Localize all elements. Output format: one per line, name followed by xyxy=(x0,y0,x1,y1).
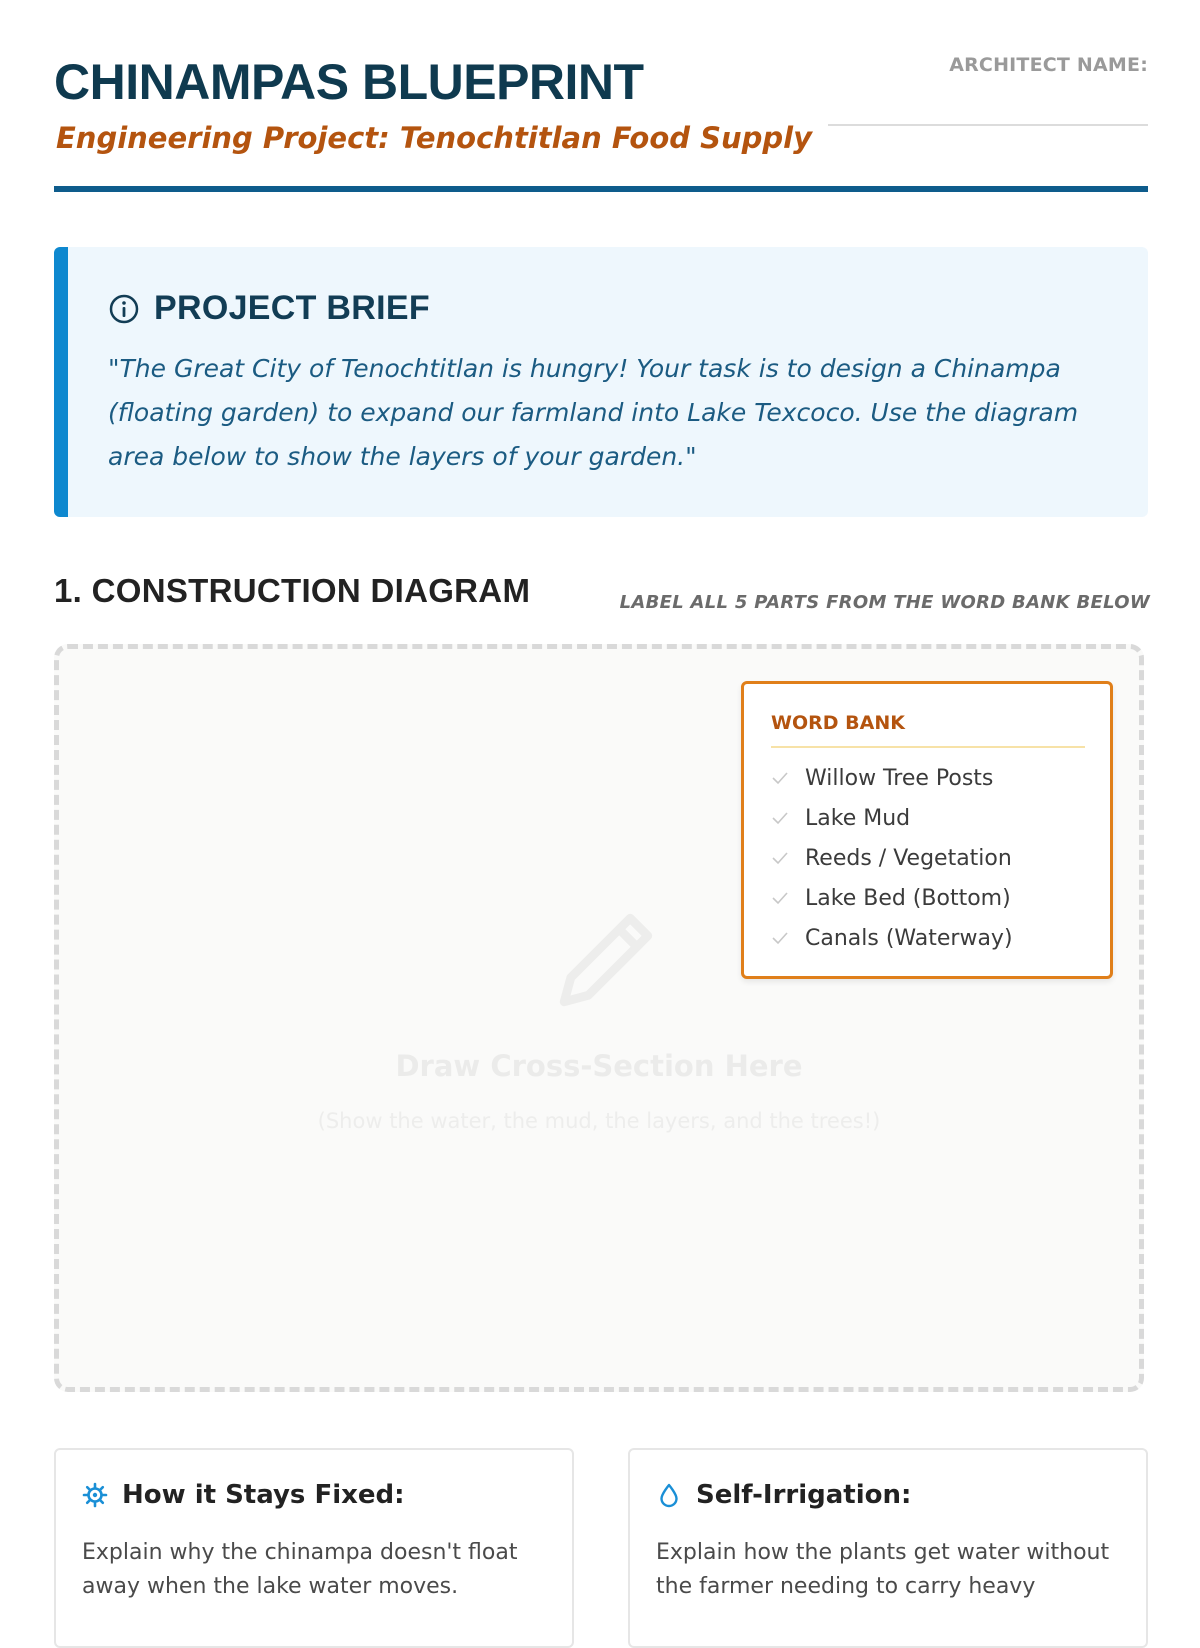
check-icon xyxy=(771,849,789,867)
word-bank-label: Lake Mud xyxy=(805,805,911,831)
word-bank-label: Reeds / Vegetation xyxy=(805,845,1012,871)
question-card-self-irrigation[interactable] xyxy=(628,1448,1148,1648)
check-icon xyxy=(771,889,789,907)
card-prompt: Explain how the plants get water without the farmer needing to carry heavy xyxy=(656,1540,1110,1599)
word-bank-item xyxy=(771,918,1013,958)
word-bank-label: Lake Bed (Bottom) xyxy=(805,885,1011,911)
card-prompt: Explain why the chinampa doesn't float away when the lake water moves. xyxy=(82,1540,518,1599)
architect-name-label: ARCHITECT NAME: xyxy=(949,54,1148,76)
brief-title: PROJECT BRIEF xyxy=(154,289,430,327)
card-title: How it Stays Fixed: xyxy=(122,1480,405,1510)
project-brief-box xyxy=(54,247,1148,517)
check-icon xyxy=(771,929,789,947)
word-bank-title: WORD BANK xyxy=(771,712,905,734)
diagram-drawing-area[interactable] xyxy=(54,644,1144,1392)
word-bank-divider xyxy=(771,746,1085,748)
water-drop-icon xyxy=(656,1482,682,1508)
diagram-placeholder-subtitle: (Show the water, the mud, the layers, and the trees!) xyxy=(317,1109,881,1133)
info-icon xyxy=(108,293,140,325)
brief-accent-bar xyxy=(54,247,68,517)
brief-heading xyxy=(108,289,430,328)
question-card-stays-fixed[interactable] xyxy=(54,1448,574,1648)
check-icon xyxy=(771,809,789,827)
architect-name-field[interactable] xyxy=(828,124,1148,126)
pencil-icon xyxy=(551,905,661,1015)
word-bank xyxy=(741,681,1113,979)
worksheet-page xyxy=(54,0,1148,1600)
page-title: CHINAMPAS BLUEPRINT xyxy=(54,54,644,110)
check-icon xyxy=(771,769,789,787)
section-title-diagram: 1. CONSTRUCTION DIAGRAM xyxy=(54,572,531,609)
word-bank-item xyxy=(771,838,1013,878)
card-title: Self-Irrigation: xyxy=(696,1480,912,1510)
diagram-placeholder-title: Draw Cross-Section Here xyxy=(395,1049,803,1083)
brief-text: "The Great City of Tenochtitlan is hungry! Your task is to design a Chinampa (floating garden) to expand our farmland into Lake Texcoco. Use the diagram area below to show the layers of your garden." xyxy=(108,354,1079,471)
word-bank-item xyxy=(771,878,1013,918)
header-divider xyxy=(54,186,1148,192)
word-bank-item xyxy=(771,798,1013,838)
word-bank-label: Willow Tree Posts xyxy=(805,765,994,791)
word-bank-item xyxy=(771,758,1013,798)
page-subtitle: Engineering Project: Tenochtitlan Food Supply xyxy=(56,121,813,155)
gear-icon xyxy=(82,1482,108,1508)
card-heading xyxy=(82,1480,405,1510)
word-bank-label: Canals (Waterway) xyxy=(805,925,1013,951)
word-bank-list xyxy=(771,758,1013,958)
card-heading xyxy=(656,1480,911,1510)
section-instruction: LABEL ALL 5 PARTS FROM THE WORD BANK BELOW xyxy=(619,592,1150,613)
